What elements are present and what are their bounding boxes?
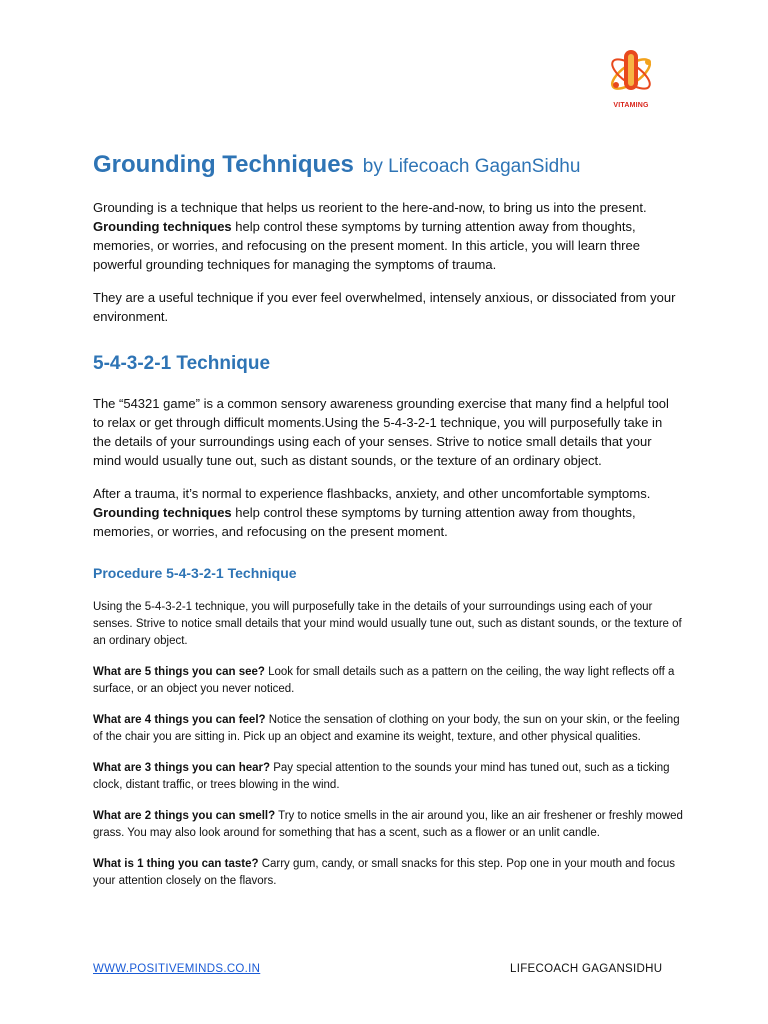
intro-text-a: Grounding is a technique that helps us reorient to the here-and-now, to bring us into the present. [93, 200, 647, 215]
page-title [93, 143, 683, 180]
step-text: Pay special attention to the sounds your mind has tuned out, such as a ticking clock, distant traffic, or trees blowing in the wind. [93, 762, 670, 791]
step-text: Notice the sensation of clothing on your body, the sun on your skin, or the feeling of the chair you are sitting in. Pick up an object and examine its weight, texture, and other physical qualities. [93, 714, 680, 743]
procedure-step-5 [93, 664, 683, 698]
section-paragraph-2 [93, 484, 683, 541]
title-main: Grounding Techniques [93, 151, 354, 178]
procedure-step-4 [93, 712, 683, 746]
section-text-b: help control these symptoms by turning attention away from thoughts, memories, or worries, and refocusing on the present moment. [93, 505, 636, 539]
procedure-step-2 [93, 808, 683, 842]
step-text: Look for small details such as a pattern on the ceiling, the way light reflects off a surface, or an object you never noticed. [93, 666, 675, 695]
step-question: What are 3 things you can hear? [93, 762, 271, 774]
step-question: What are 2 things you can smell? [93, 810, 276, 822]
step-question: What are 4 things you can feel? [93, 714, 266, 726]
footer-website-link[interactable]: WWW.POSITIVEMINDS.CO.IN [93, 963, 261, 975]
brand-logo [603, 44, 659, 114]
step-question: What is 1 thing you can taste? [93, 858, 259, 870]
section-paragraph-1: The “54321 game” is a common sensory awareness grounding exercise that many find a helpful tool to relax or get through difficult moments.Using the 5-4-3-2-1 technique, you will purposefully take in the details of your surroundings using each of your senses. Strive to notice small details that your mind would usually tune out, such as distant sounds, or the texture of an ordinary object. [93, 396, 669, 468]
step-text: Carry gum, candy, or small snacks for this step. Pop one in your mouth and focus your attention closely on the flavors. [93, 858, 676, 887]
intro-paragraph-1 [93, 198, 683, 274]
section-text-a: After a trauma, it’s normal to experience flashbacks, anxiety, and other uncomfortable symptoms. [93, 486, 651, 501]
title-author: by Lifecoach GaganSidhu [362, 156, 581, 177]
procedure-intro: Using the 5-4-3-2-1 technique, you will purposefully take in the details of your surroundings using each of your senses. Strive to notice small details that your mind would usually tune out, such as distant sounds, or the texture of an ordinary object. [93, 601, 682, 647]
section-heading-54321: 5-4-3-2-1 Technique [93, 353, 271, 374]
vitaming-logo-icon [603, 44, 659, 104]
step-text: Try to notice smells in the air around you, like an air freshener or freshly mowed grass. You may also look around for something that has a scent, such as a flower or an unlit candle. [93, 810, 683, 839]
section-bold: Grounding techniques [93, 505, 232, 520]
step-question: What are 5 things you can see? [93, 666, 265, 678]
intro-bold: Grounding techniques [93, 219, 232, 234]
procedure-heading: Procedure 5-4-3-2-1 Technique [93, 565, 297, 581]
procedure-step-3 [93, 760, 683, 794]
document-body [93, 143, 683, 890]
footer-author: LIFECOACH GAGANSIDHU [510, 963, 663, 975]
procedure-step-1 [93, 856, 683, 890]
intro-text-b: help control these symptoms by turning attention away from thoughts, memories, or worries, and refocusing on the present moment. In this article, you will learn three powerful grounding techniques for managing the symptoms of trauma. [93, 219, 640, 272]
logo-text: VITAMING [613, 102, 649, 109]
intro-paragraph-2: They are a useful technique if you ever feel overwhelmed, intensely anxious, or dissociated from your environment. [93, 290, 676, 324]
